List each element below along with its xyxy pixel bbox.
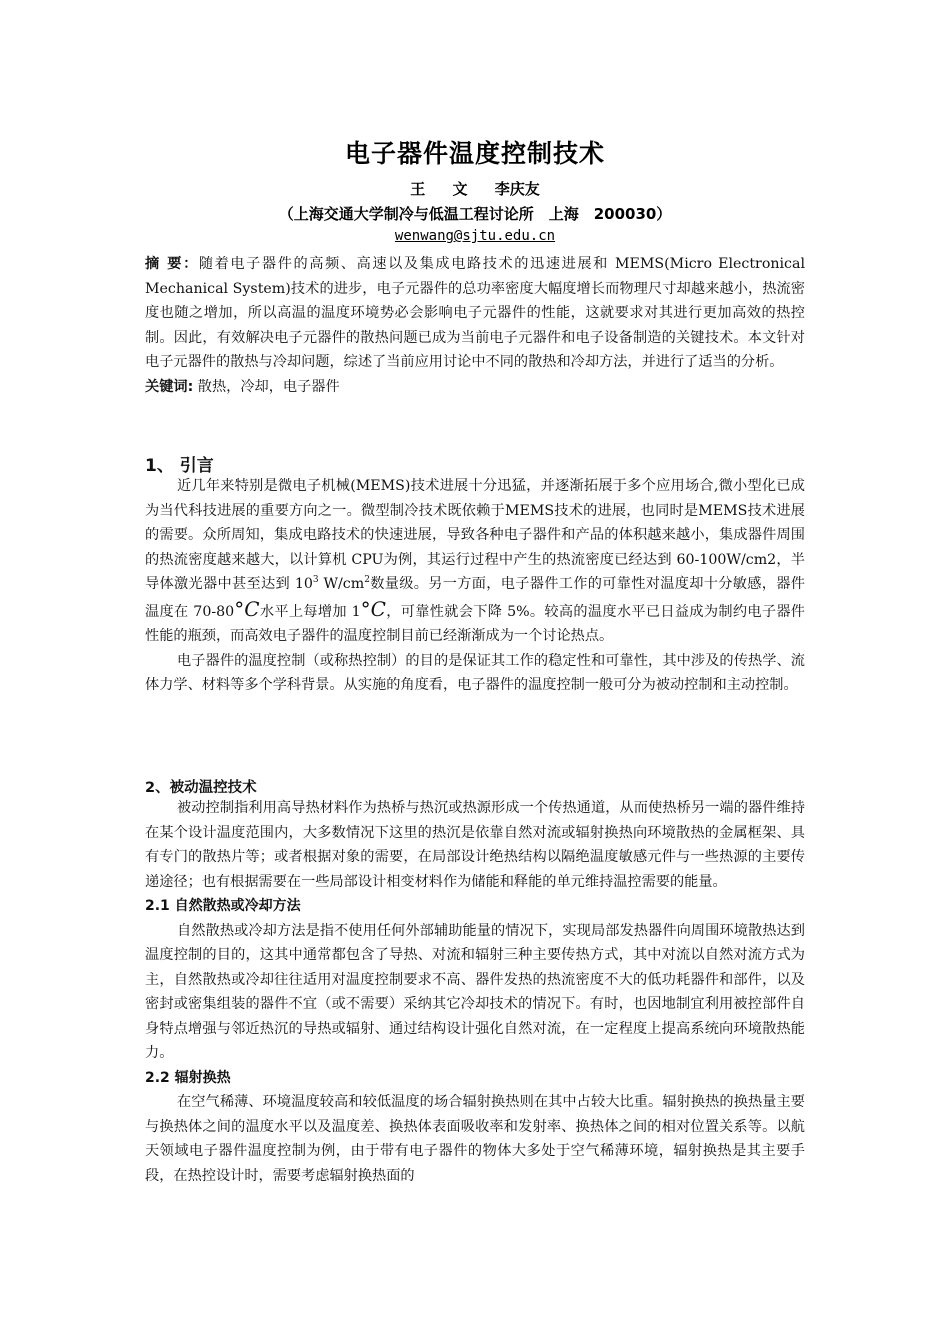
section-1-heading: 1、 引言 — [145, 456, 214, 476]
paper-authors: 王 文 李庆友 — [410, 180, 540, 198]
abstract-paragraph — [145, 252, 805, 375]
section-1-paragraph-1 — [145, 474, 805, 649]
text-run: 近几年来特别是微电子机械(MEMS)技术进展十分迅猛，并逐渐拓展于多个应用场合,微小型化已成为当代科技进展的重要方向之一。微型制冷技术既依赖于MEMS技术的进展，也同时是MEMS技术进展的需要。众所周知，集成电路技术的快速进展，导致各种电子器件和产品的体积越来越小，集成器件周围的热流密度越来越大，以计算机 CPU为例，其运行过程中产生的热流密度已经达到 60-100W/cm2，半导体激光器中甚至达到 10 — [145, 478, 805, 592]
section-2-heading: 2、被动温控技术 — [145, 780, 257, 796]
subsection-2-2-paragraph: 在空气稀薄、环境温度较高和较低温度的场合辐射换热则在其中占较大比重。辐射换热的换热量主要与换热体之间的温度水平以及温度差、换热体表面吸收率和发射率、换热体之间的相对位置关系等。以航天领域电子器件温度控制为例，由于带有电子器件的物体大多处于空气稀薄环境，辐射换热是其主要手段，在热控设计时，需要考虑辐射换热面的 — [145, 1094, 805, 1184]
degree-celsius-symbol: °C — [360, 596, 386, 621]
keywords-text: 散热，冷却，电子器件 — [193, 378, 340, 395]
abstract-block — [145, 252, 805, 399]
subsection-2-1-heading: 2.1 自然散热或冷却方法 — [145, 898, 301, 914]
abstract-label: 摘 要： — [145, 256, 199, 272]
superscript: 3 — [312, 575, 319, 585]
text-run: W/cm — [318, 576, 365, 592]
text-run: ，可靠性就会下降 5%。较高的温度水平已日益成为制约电子器件性能的瓶颈，而高效电子器件的温度控制目前已经渐渐成为一个讨论热点。 — [145, 603, 805, 644]
degree-celsius-symbol: °C — [234, 596, 260, 621]
paper-title: 电子器件温度控制技术 — [344, 139, 605, 168]
author-email-link[interactable]: wenwang@sjtu.edu.cn — [394, 228, 556, 244]
keywords-paragraph — [145, 375, 805, 400]
abstract-text: 随着电子器件的高频、高速以及集成电路技术的迅速进展和 MEMS(Micro Electronical Mechanical System)技术的进步，电子元器件的总功率密度大幅度增长而物理尺寸却越来越小，热流密度也随之增加，所以高温的温度环境势必会影响电子元器件的性能，这就要求对其进行更加高效的热控制。因此，有效解决电子元器件的散热问题已成为当前电子元器件和电子设备制造的关键技术。本文针对电子元器件的散热与冷却问题，综述了当前应用讨论中不同的散热和冷却方法，并进行了适当的分析。 — [145, 256, 805, 370]
superscript: 2 — [364, 575, 370, 585]
section-1-paragraph-2: 电子器件的温度控制（或称热控制）的目的是保证其工作的稳定性和可靠性，其中涉及的传热学、流体力学、材料等多个学科背景。从实施的角度看，电子器件的温度控制一般可分为被动控制和主动控制。 — [145, 652, 805, 693]
subsection-2-2-heading: 2.2 辐射换热 — [145, 1069, 231, 1086]
section-1-body — [145, 474, 805, 698]
text-run: 水平上每增加 1 — [259, 603, 361, 620]
paper-affiliation: （上海交通大学制冷与低温工程讨论所 上海 200030） — [278, 205, 672, 223]
subsection-2-1-paragraph: 自然散热或冷却方法是指不使用任何外部辅助能量的情况下，实现局部发热器件向周围环境散热达到温度控制的目的，这其中通常都包含了导热、对流和辐射三种主要传热方式，其中对流以自然对流方式为主，自然散热或冷却往往适用对温度控制要求不高、器件发热的热流密度不大的低功耗器件和部件，以及密封或密集组装的器件不宜（或不需要）采纳其它冷却技术的情况下。有时，也因地制宜利用被控部件自身特点增强与邻近热沉的导热或辐射、通过结构设计强化自然对流，在一定程度上提高系统向环境散热能力。 — [145, 922, 805, 1061]
section-2-paragraph-1: 被动控制指利用高导热材料作为热桥与热沉或热源形成一个传热通道，从而使热桥另一端的器件维持在某个设计温度范围内，大多数情况下这里的热沉是依靠自然对流或辐射换热向环境散热的金属框架、具有专门的散热片等；或者根据对象的需要，在局部设计绝热结构以隔绝温度敏感元件与一些热源的主要传递途径；也有根据需要在一些局部设计相变材料作为储能和释能的单元维持温控需要的能量。 — [145, 800, 805, 890]
keywords-label: 关键词: — [145, 378, 194, 395]
section-2-body — [145, 796, 805, 1188]
text-run: 数量级。另一方面，电子器件工作的可靠性对温度却十分敏感，器件温度在 70-80 — [145, 576, 805, 620]
